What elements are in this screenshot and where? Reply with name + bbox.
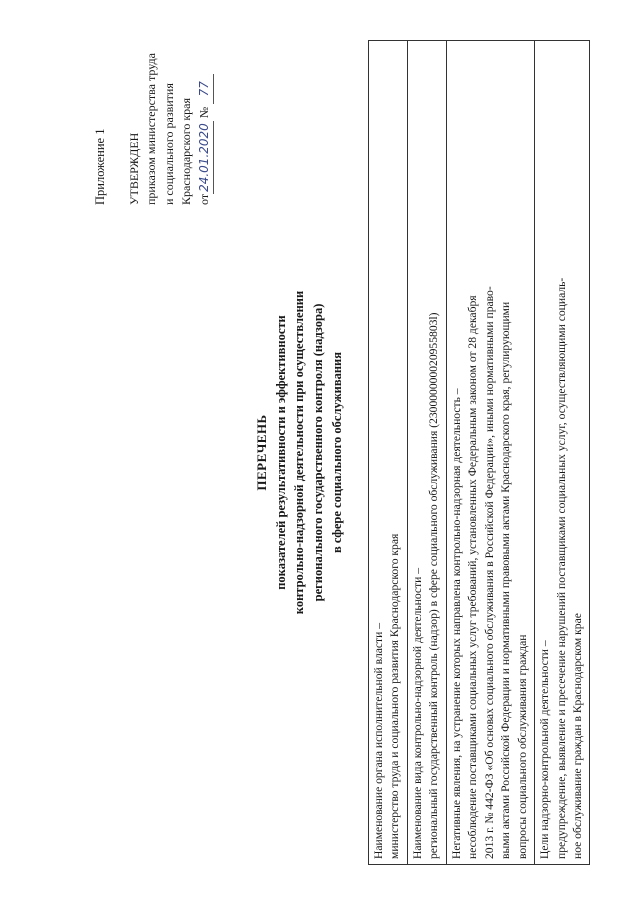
- approval-block: [88, 15, 214, 205]
- cell-line: выми актами Российской Федерации и нормативными правовыми актами Краснодарского края, регулирующими: [499, 301, 513, 859]
- approval-date-line: [196, 15, 214, 205]
- cell-line: Цели надзорно-контрольной деятельности –: [538, 640, 552, 859]
- cell-line: вопросы социального обслуживания граждан: [515, 634, 529, 859]
- appendix-label: Приложение 1: [93, 128, 107, 205]
- table-cell: [446, 41, 534, 865]
- subtitle-line-4: в сфере социального обслуживания: [329, 351, 344, 554]
- table-cell: [407, 41, 446, 865]
- subtitle-line-1: показателей результативности и эффективности: [273, 315, 288, 590]
- cell-line: ное обслуживание граждан в Краснодарском крае: [570, 613, 584, 859]
- approval-line-3: Краснодарского края: [179, 97, 194, 205]
- cell-line: предупреждение, выявление и пресечение нарушений поставщиками социальных услуг, осуществляющими социаль-: [554, 277, 568, 859]
- approval-line-2: и социального развития: [161, 83, 176, 205]
- approval-line-1: приказом министерства труда: [144, 53, 159, 205]
- document-title: ПЕРЕЧЕНЬ: [254, 414, 269, 491]
- cell-line: министерство труда и социального развития Краснодарского края: [388, 533, 402, 859]
- approval-title: УТВЕРЖДЕН: [127, 132, 141, 205]
- indicators-table: [368, 40, 590, 865]
- handwritten-number: 77: [196, 74, 214, 104]
- table-cell: [535, 41, 590, 865]
- date-prefix: от: [196, 193, 211, 205]
- subtitle-line-2: контрольно-надзорной деятельности при осуществлении: [292, 290, 307, 615]
- handwritten-date: 24.01.2020: [196, 121, 214, 194]
- cell-line: Наименование вида контрольно-надзорной деятельности –: [410, 567, 424, 859]
- table-row: [535, 41, 590, 865]
- subtitle-line-3: регионального государственного контроля (надзора): [311, 303, 325, 602]
- cell-line: Наименование органа исполнительной власти –: [372, 622, 385, 859]
- table-row: [369, 41, 408, 865]
- title-block: [252, 100, 347, 805]
- cell-line: Негативные явления, на устранение которых направлена контрольно-надзорная деятельность –: [449, 388, 463, 859]
- cell-line: региональный государственный контроль (надзор) в сфере социального обслуживания (230000000020955803l): [427, 312, 441, 859]
- table-cell: [369, 41, 408, 865]
- cell-line: 2013 г. № 442-ФЗ «Об основах социального обслуживания в Российской Федерации», иными нормативными право-: [482, 286, 496, 859]
- cell-line: несоблюдение поставщиками социальных услуг требований, установленных Федеральным законом от 28 декабря: [466, 295, 480, 859]
- table-row: [407, 41, 446, 865]
- table-row: [446, 41, 534, 865]
- number-prefix: №: [196, 106, 211, 119]
